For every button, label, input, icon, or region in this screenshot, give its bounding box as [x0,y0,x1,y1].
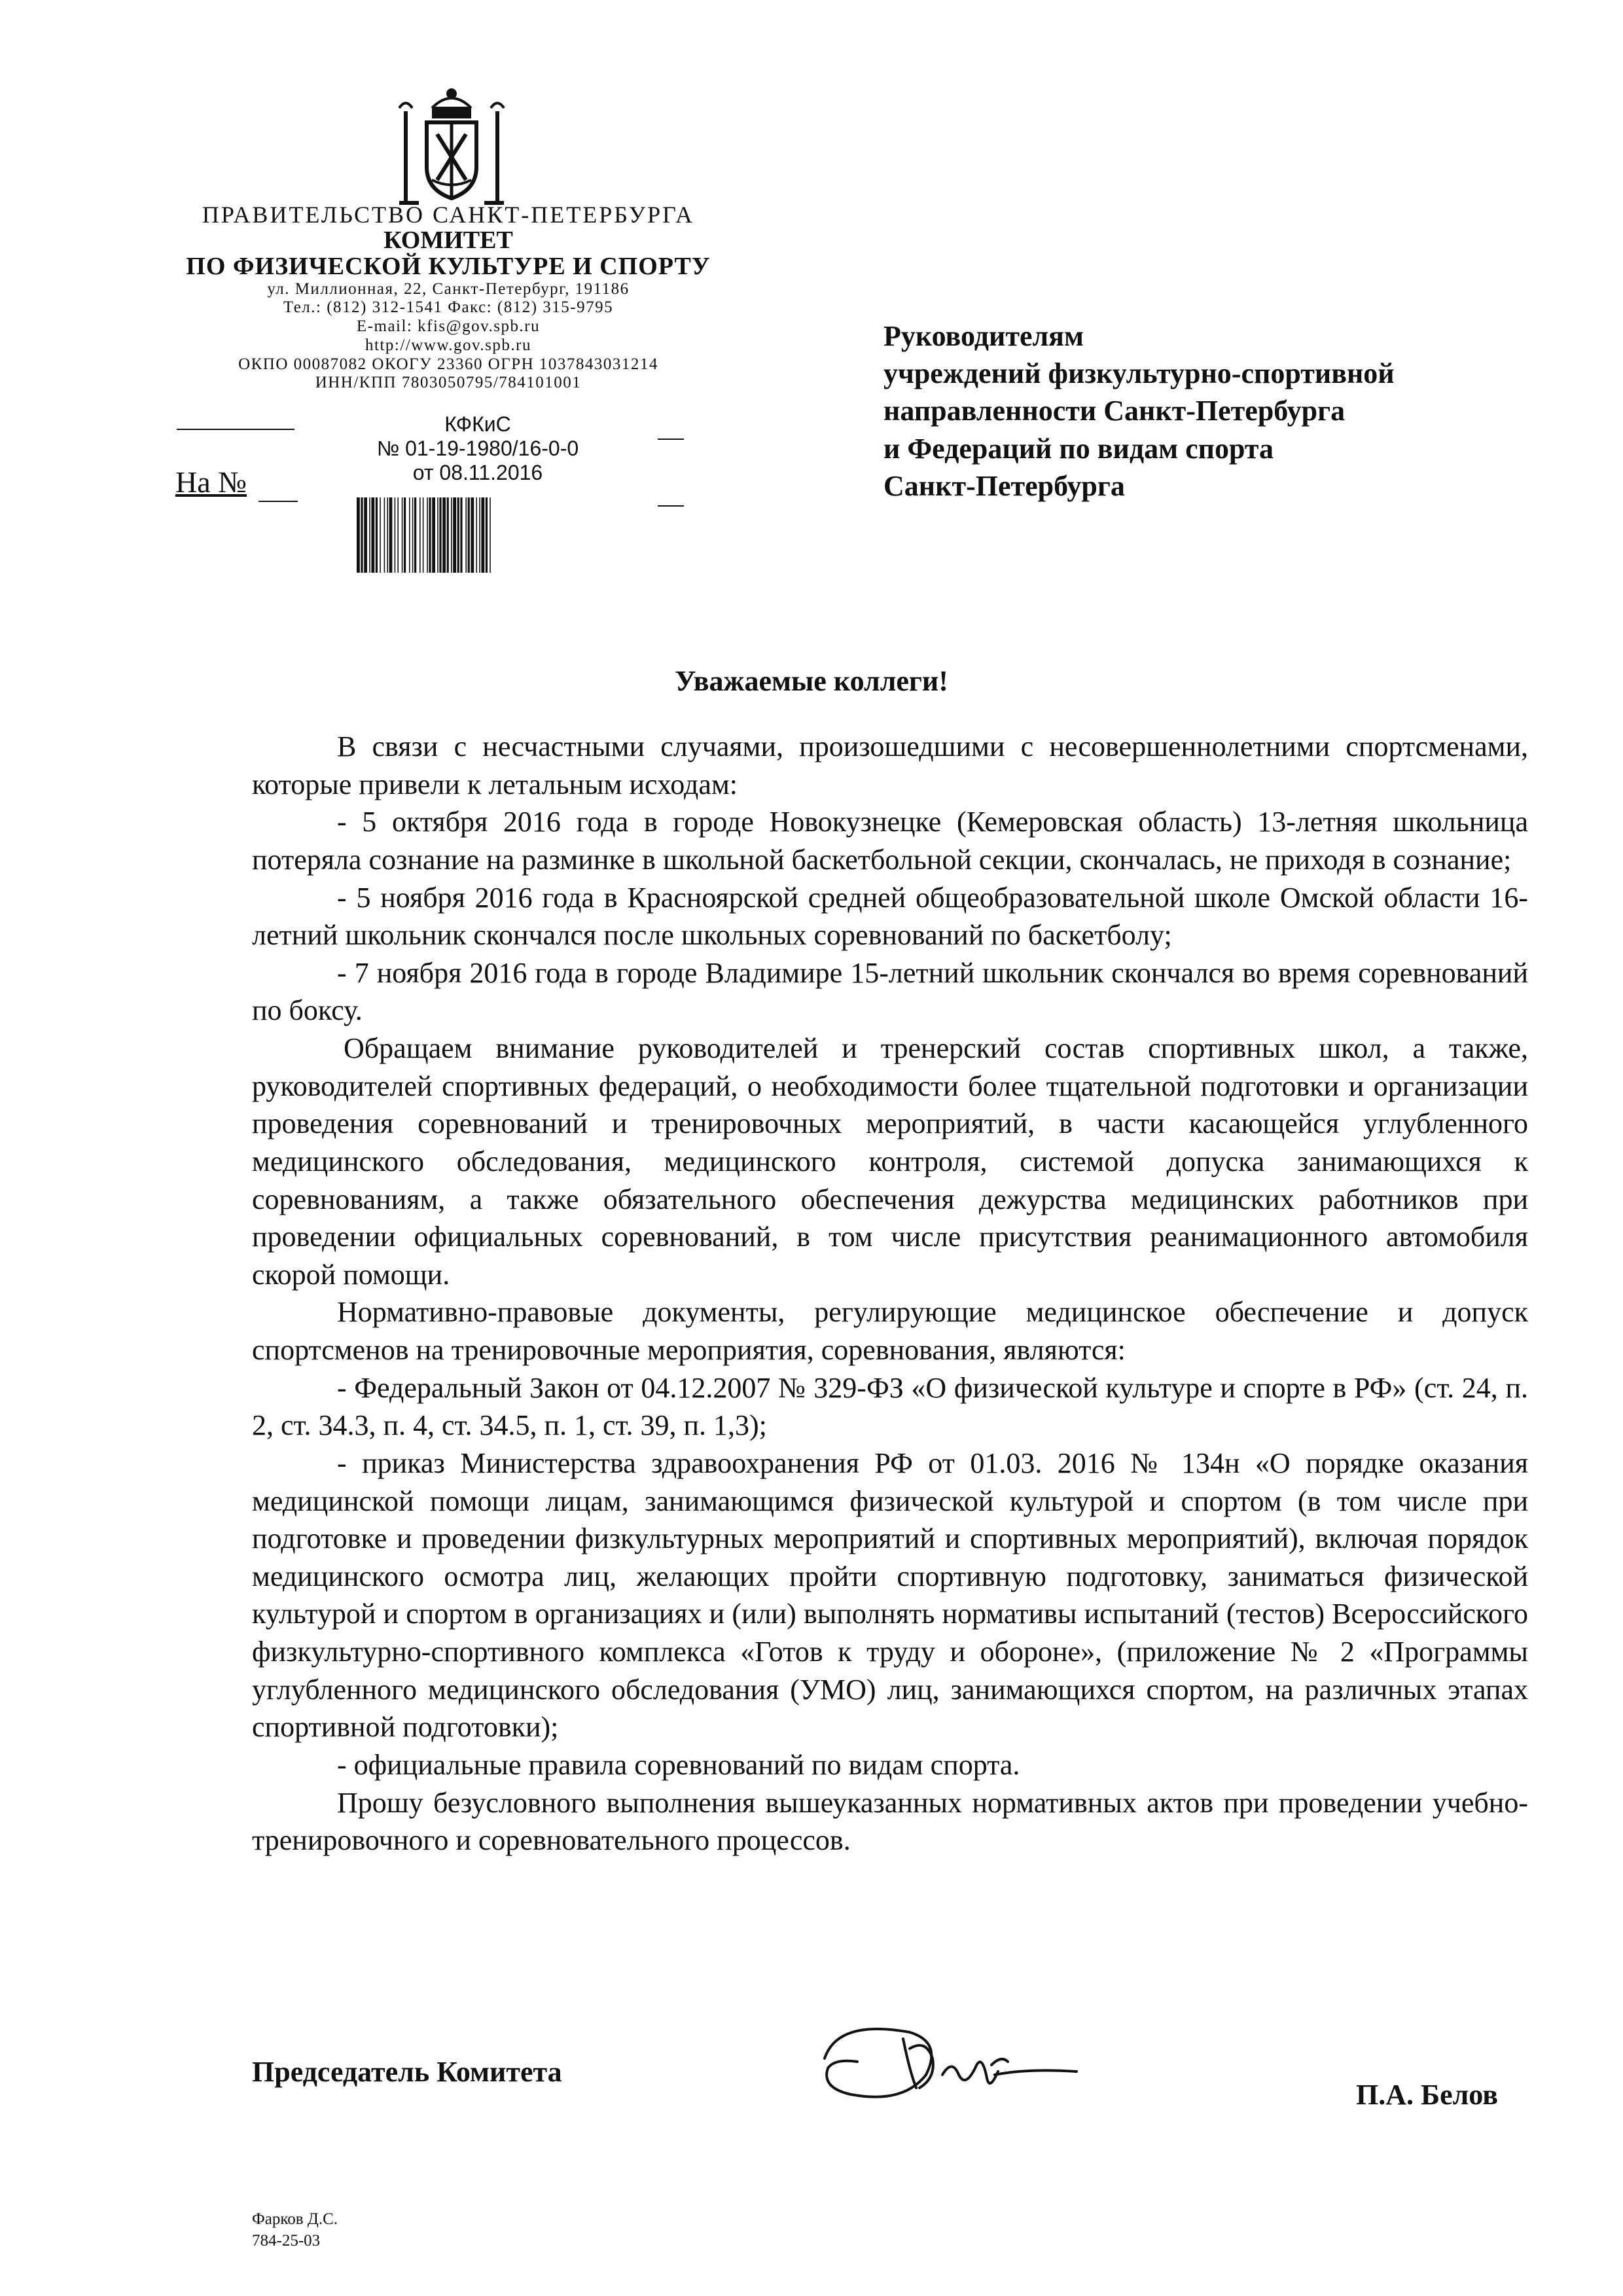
executor-phone: 784-25-03 [252,2231,321,2250]
dash-line-1 [658,439,684,440]
recipient-line-4: и Федераций по видам спорта [883,432,1274,465]
signer-name: П.А. Белов [1356,2079,1498,2111]
coat-of-arms-emblem [386,82,517,213]
executor-name: Фарков Д.С. [252,2210,338,2228]
website: http://www.gov.spb.ru [365,336,531,354]
date-line [177,429,294,430]
inn-kpp: ИНН/КПП 7803050795/784101001 [315,374,582,392]
committee-label: КОМИТЕТ [383,226,513,254]
registry-codes: ОКПО 00087082 ОКОГУ 23360 ОГРН 1037843031214 [238,355,658,373]
reference-na-label: На № [175,465,247,499]
phone-fax: Тел.: (812) 312-1541 Факс: (812) 315-9795 [283,298,614,317]
letter-body [252,728,1528,1859]
recipient-line-5: Санкт-Петербурга [883,469,1125,502]
executor-info [252,2209,338,2251]
reference-label [175,465,247,499]
body-paragraph: Нормативно-правовые документы, регулирующие медицинское обеспечение и допуск спортсменов на тренировочные мероприятия, соревнования, являются: [252,1296,1528,1366]
handwritten-signature [812,2013,1086,2111]
recipient-line-1: Руководителям [883,320,1084,352]
stamp-date: от 08.11.2016 [412,460,543,484]
registration-stamp [340,412,615,484]
address: ул. Миллионная, 22, Санкт-Петербург, 191186 [267,279,630,298]
barcode [357,497,582,573]
body-paragraph: - приказ Министерства здравоохранения РФ от 01.03. 2016 № 134н «О порядке оказания медицинской помощи лицам, занимающимся физической культурой и спортом (в том числе при подготовке и проведении физкультурных мероприятий и спортивных мероприятий), включая порядок медицинского осмотра лиц, желающих пройти спортивную подготовку, заниматься физической культурой и спортом в организациях и (или) выполнять нормативы испытаний (тестов) Всероссийского физкультурно-спортивного комплекса «Готов к труду и обороне», (приложение № 2 «Программы углубленного медицинского обследования (УМО) лиц, занимающихся спортом, на различных этапах спортивной подготовки); [252,1446,1528,1744]
committee-full-name: ПО ФИЗИЧЕСКОЙ КУЛЬТУРЕ И СПОРТУ [186,252,711,280]
body-paragraph: - Федеральный Закон от 04.12.2007 № 329-ФЗ «О физической культуре и спорте в РФ» (ст. 24, п. 2, ст. 34.3, п. 4, ст. 34.5, п. 1, ст. 39, п. 1,3); [252,1371,1528,1442]
recipient-block [883,317,1538,505]
body-paragraph: - 5 октября 2016 года в городе Новокузнецке (Кемеровская область) 13-летняя школьница потеряла сознание на разминке в школьной баскетбольной секции, скончалась, не приходя в сознание; [252,806,1528,876]
dash-line-2 [658,505,684,507]
body-paragraph: Обращаем внимание руководителей и тренерский состав спортивных школ, а также, руководителей спортивных федераций, о необходимости более тщательной подготовки и организации проведения соревнований и тренировочных мероприятий, в части касающейся углубленного медицинского обследования, медицинского контроля, системой допуска занимающихся к соревнованиям, а также обязательного обеспечения дежурства медицинских работников при проведении официальных соревнований, в том числе присутствия реанимационного автомобиля скорой помощи. [252,1032,1528,1291]
body-paragraph: - 7 ноября 2016 года в городе Владимире 15-летний школьник скончался во время соревнований по боксу. [252,956,1528,1027]
reference-line [259,501,298,502]
recipient-line-2: учреждений физкультурно-спортивной [883,357,1395,390]
body-paragraph: - официальные правила соревнований по видам спорта. [337,1748,1020,1781]
email: E-mail: kfis@gov.spb.ru [356,317,541,336]
stamp-number: № 01-19-1980/16-0-0 [376,436,579,460]
salutation: Уважаемые коллеги! [675,665,948,697]
recipient-line-3: направленности Санкт-Петербурга [883,395,1346,427]
body-paragraph: - 5 ноября 2016 года в Красноярской средней общеобразовательной школе Омской области 16-летний школьник скончался после школьных соревнований по баскетболу; [252,881,1528,952]
stamp-org: КФКиС [444,412,511,436]
letterhead [154,203,743,393]
government-name: ПРАВИТЕЛЬСТВО САНКТ-ПЕТЕРБУРГА [202,202,695,228]
body-paragraph: Прошу безусловного выполнения вышеуказанных нормативных актов при проведении учебно-тренировочного и соревновательного процессов. [252,1786,1528,1857]
body-paragraph: В связи с несчастными случаями, произошедшими с несовершеннолетними спортсменами, которые привели к летальным исходам: [252,730,1528,800]
signer-title: Председатель Комитета [252,2056,562,2088]
